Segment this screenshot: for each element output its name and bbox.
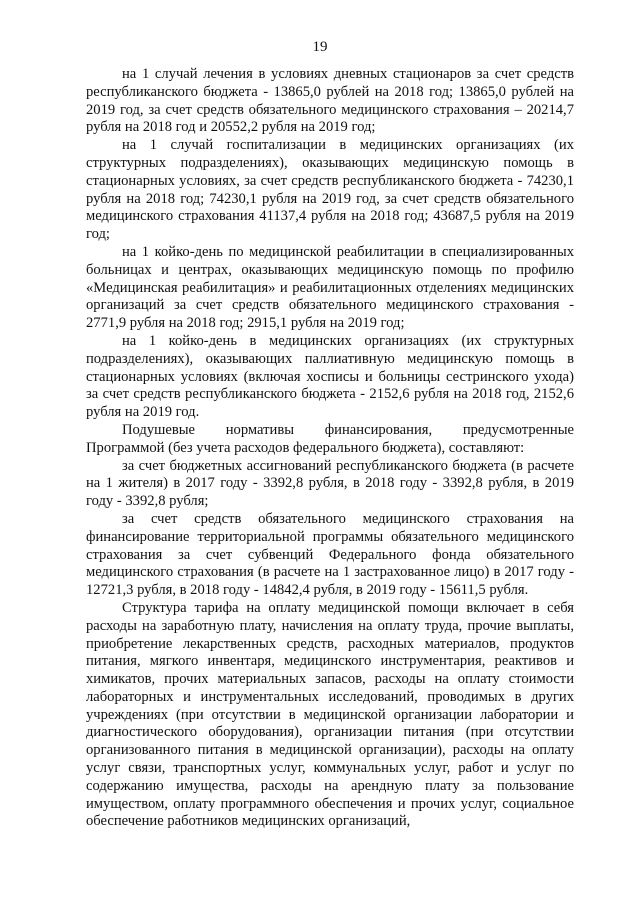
paragraph-per-capita-standards: Подушевые нормативы финансирования, предусмотренные Программой (без учета расходов федерального бюджета), составляют: — [86, 421, 574, 456]
paragraph-rehabilitation-bed-day: на 1 койко-день по медицинской реабилитации в специализированных больницах и центрах, оказывающих медицинскую помощь по профилю «Медицинская реабилитация» и реабилитационных отделениях медицинских организаций за счет средств обязательного медицинского страхования - 2771,9 рубля на 2018 год; 2915,1 рубля на 2019 год; — [86, 243, 574, 332]
document-body — [86, 66, 574, 831]
paragraph-palliative-bed-day: на 1 койко-день в медицинских организациях (их структурных подразделениях), оказывающих паллиативную медицинскую помощь в стационарных условиях (включая хосписы и больницы сестринского ухода) за счет средств республиканского бюджета - 2152,6 рубля на 2018 год, 2152,6 рубля на 2019 год. — [86, 332, 574, 421]
paragraph-mandatory-insurance-per-insured: за счет средств обязательного медицинского страхования на финансирование территориальной программы обязательного медицинского страхования за счет субвенций Федерального фонда обязательного медицинского страхования (в расчете на 1 застрахованное лицо) в 2017 году - 12721,3 рубля, в 2018 году - 14842,4 рубля, в 2019 году - 15611,5 рубля. — [86, 510, 574, 599]
paragraph-day-hospital-cost: на 1 случай лечения в условиях дневных стационаров за счет средств республиканского бюджета - 13865,0 рублей на 2018 год; 13865,0 рублей на 2019 год, за счет средств обязательного медицинского страхования – 20214,7 рубля на 2018 год и 20552,2 рубля на 2019 год; — [86, 66, 574, 136]
page-number: 19 — [312, 39, 328, 55]
paragraph-hospitalization-cost: на 1 случай госпитализации в медицинских организациях (их структурных подразделениях), оказывающих медицинскую помощь в стационарных условиях, за счет средств республиканского бюджета - 74230,1 рубля на 2018 год; 74230,1 рубля на 2019 год, за счет средств обязательного медицинского страхования 41137,4 рубля на 2018 год; 43687,5 рубля на 2019 год; — [86, 137, 574, 243]
paragraph-republic-budget-per-resident: за счет бюджетных ассигнований республиканского бюджета (в расчете на 1 жителя) в 2017 году - 3392,8 рубля, в 2018 году - 3392,8 рубля, в 2019 году - 3392,8 рубля; — [86, 457, 574, 510]
paragraph-tariff-structure: Структура тарифа на оплату медицинской помощи включает в себя расходы на заработную плату, начисления на оплату труда, прочие выплаты, приобретение лекарственных средств, расходных материалов, продуктов питания, мягкого инвентаря, медицинского инструментария, реактивов и химикатов, прочих материальных запасов, расходы на оплату стоимости лабораторных и инструментальных исследований, проводимых в других учреждениях (при отсутствии в медицинской организации лаборатории и диагностического оборудования), организации питания (при отсутствии организованного питания в медицинской организации), расходы на оплату услуг связи, транспортных услуг, коммунальных услуг, работ и услуг по содержанию имущества, расходы на арендную плату за пользование имуществом, оплату программного обеспечения и прочих услуг, социальное обеспечение работников медицинских организаций, — [86, 599, 574, 830]
